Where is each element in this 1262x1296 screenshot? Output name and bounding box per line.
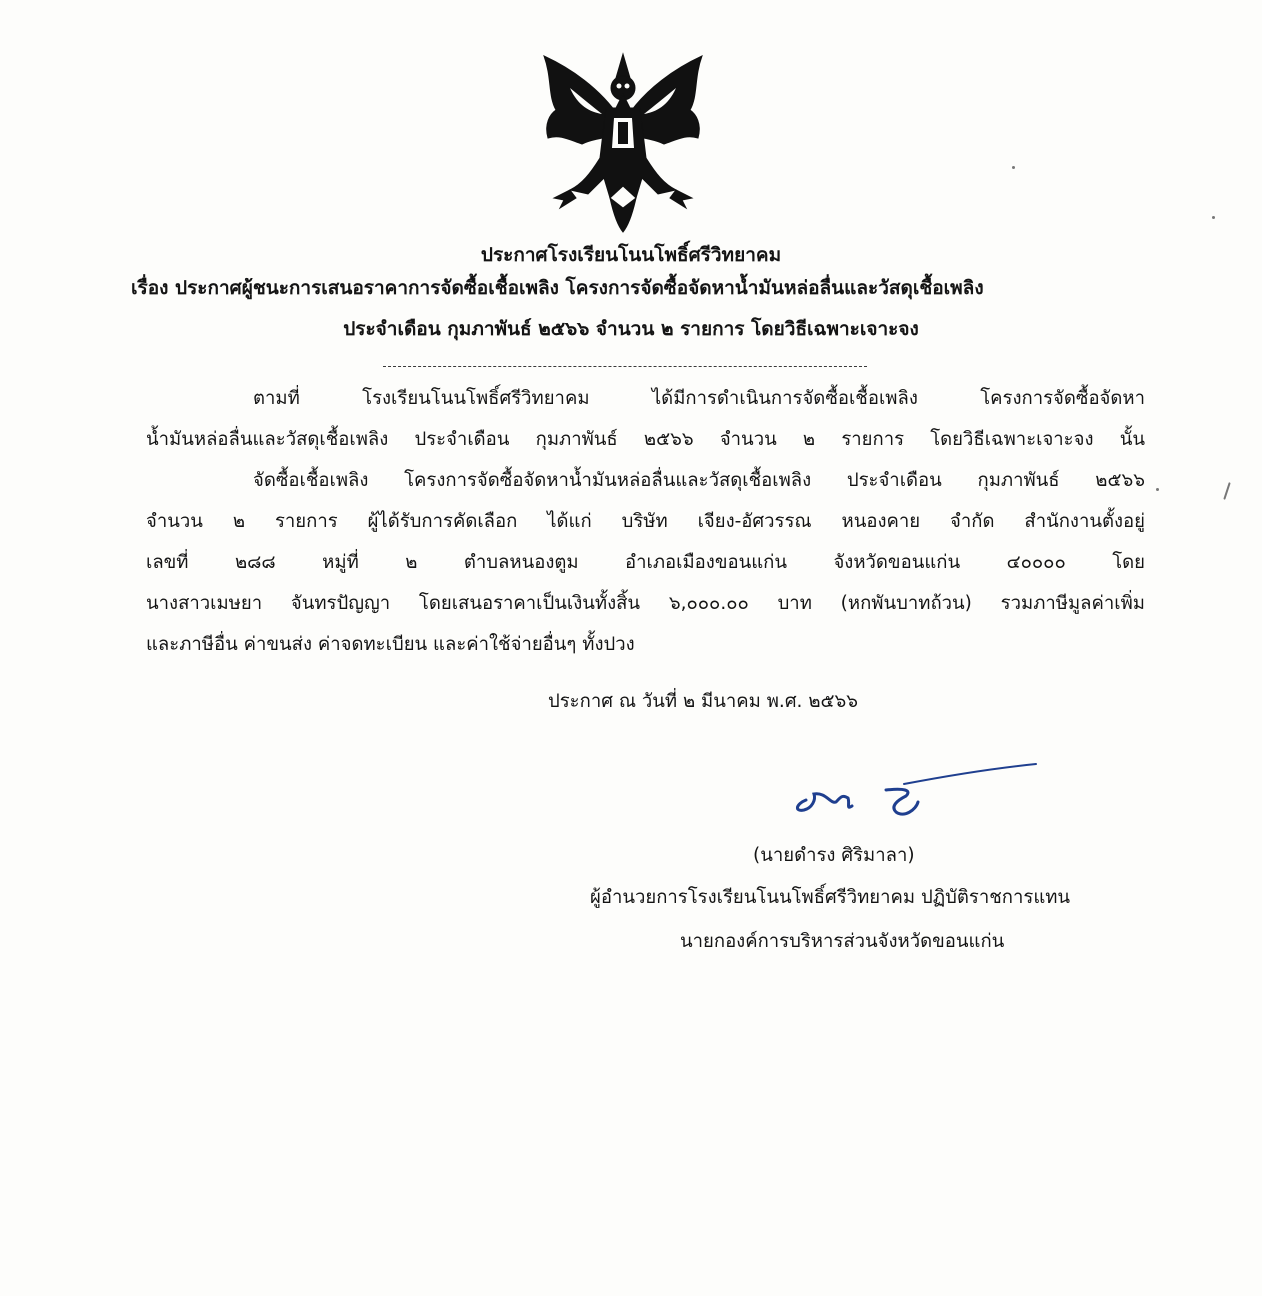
signatory-position-continued: นายกองค์การบริหารส่วนจังหวัดขอนแก่น [680,931,1005,952]
paper-speck [1156,488,1159,491]
header-divider [383,366,867,367]
garuda-emblem-icon [530,48,716,234]
paper-speck [1212,216,1215,219]
body-line-1: ตามที่ โรงเรียนโนนโพธิ์ศรีวิทยาคม ได้มีการดำเนินการจัดซื้อเชื้อเพลิง โครงการจัดซื้อจัดหา [253,388,1145,409]
body-line-6: นางสาวเมษยา จันทรปัญญา โดยเสนอราคาเป็นเงินทั้งสิ้น ๖,๐๐๐.๐๐ บาท (หกพันบาทถ้วน) รวมภาษีมูลค่าเพิ่ม [146,593,1145,614]
handwritten-signature-icon [786,760,1042,824]
announcement-date: ประกาศ ณ วันที่ ๒ มีนาคม พ.ศ. ๒๕๖๖ [548,691,859,712]
body-line-3: จัดซื้อเชื้อเพลิง โครงการจัดซื้อจัดหาน้ำมันหล่อลื่นและวัสดุเชื้อเพลิง ประจำเดือน กุมภาพันธ์ ๒๕๖๖ [253,470,1145,491]
announcement-subject: เรื่อง ประกาศผู้ชนะการเสนอราคาการจัดซื้อเชื้อเพลิง โครงการจัดซื้อจัดหาน้ำมันหล่อลื่นและวัสดุเชื้อเพลิง [131,277,984,299]
body-line-4: จำนวน ๒ รายการ ผู้ได้รับการคัดเลือก ได้แก่ บริษัท เจียง-อัศวรรณ หนองคาย จำกัด สำนักงานตั้งอยู่ [146,511,1145,532]
body-line-5: เลขที่ ๒๘๘ หมู่ที่ ๒ ตำบลหนองตูม อำเภอเมืองขอนแก่น จังหวัดขอนแก่น ๔๐๐๐๐ โดย [146,552,1145,573]
paper-speck [1223,482,1230,500]
signatory-name: (นายดำรง ศิริมาลา) [753,845,915,866]
announcement-subject-continued: ประจำเดือน กุมภาพันธ์ ๒๕๖๖ จำนวน ๒ รายการ โดยวิธีเฉพาะเจาะจง [343,318,919,340]
body-line-7: และภาษีอื่น ค่าขนส่ง ค่าจดทะเบียน และค่าใช้จ่ายอื่นๆ ทั้งปวง [146,634,635,655]
body-line-2: น้ำมันหล่อลื่นและวัสดุเชื้อเพลิง ประจำเดือน กุมภาพันธ์ ๒๕๖๖ จำนวน ๒ รายการ โดยวิธีเฉพาะเจาะจง นั้น [146,429,1145,450]
signatory-position: ผู้อำนวยการโรงเรียนโนนโพธิ์ศรีวิทยาคม ปฏิบัติราชการแทน [590,887,1071,908]
paper-speck [1012,166,1015,169]
announcement-title: ประกาศโรงเรียนโนนโพธิ์ศรีวิทยาคม [480,244,782,266]
